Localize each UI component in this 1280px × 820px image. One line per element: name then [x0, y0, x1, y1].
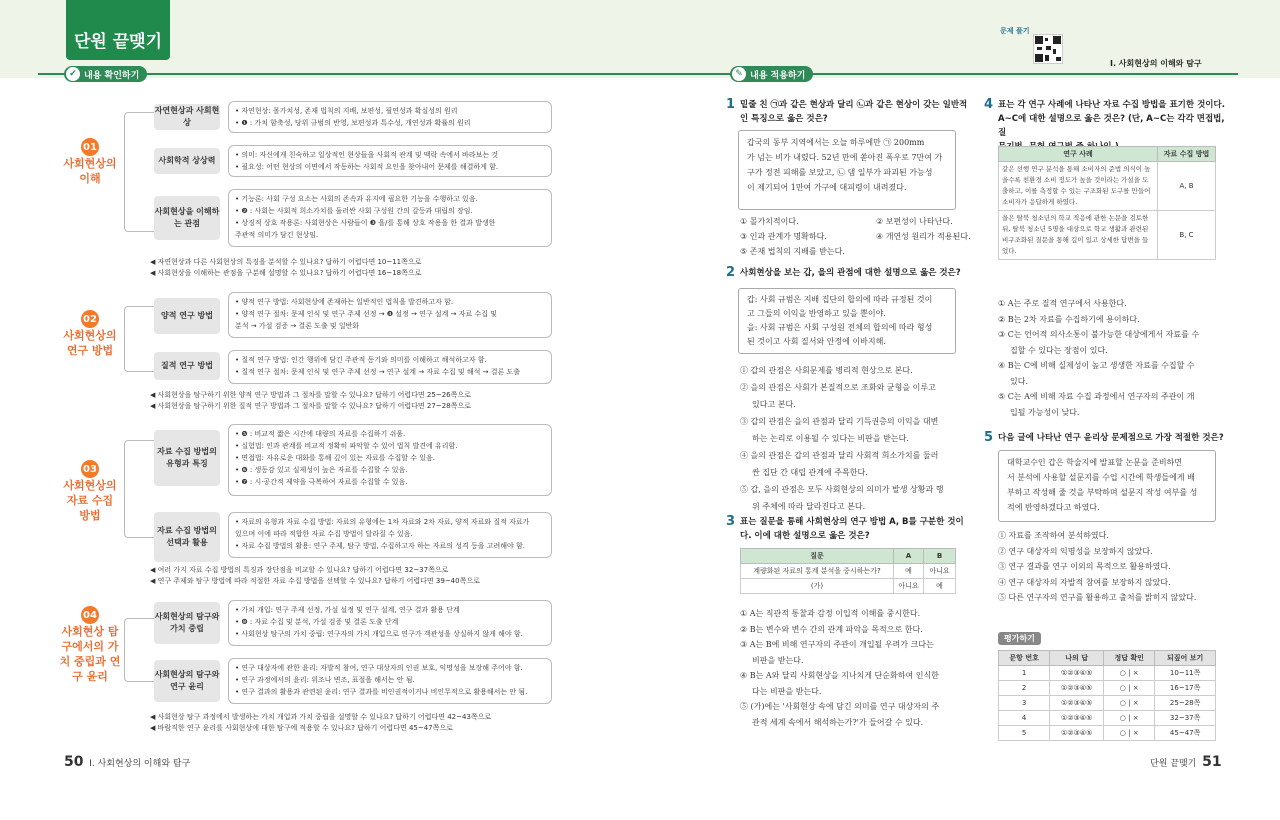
question-line: 인 특징으로 옳은 것은?	[740, 114, 828, 124]
desc-line: • 실험법: 인과 관계를 비교적 정확히 파악할 수 있어 법칙 발견에 유리함.	[235, 442, 458, 450]
answer-option[interactable]: ⑤ 다른 연구자의 연구를 활용하고 출처를 밝히지 않았다.	[998, 593, 1197, 602]
answer-option[interactable]: ① 몰가치적이다.	[740, 217, 799, 226]
answer-option[interactable]: ③ 연구 결과를 연구 이외의 목적으로 활용하였다.	[998, 562, 1171, 571]
passage-line: 을: 사회 규범은 사회 구성원 전체의 합의에 따라 형성	[747, 323, 933, 332]
desc-line: • 질적 연구 방법: 인간 행위에 담긴 주관적 동기와 의미를 이해하고 해석하고자 함.	[235, 356, 487, 364]
passage-box	[738, 288, 956, 354]
section-title-01: 사회현상의 이해	[63, 157, 117, 185]
table-cell: 예	[894, 564, 924, 579]
answer-options	[740, 362, 943, 515]
passage-line: 갑: 사회 규범은 지배 집단의 합의에 따라 규정된 것이	[747, 295, 933, 304]
desc-line: • ❺ : 비교적 짧은 시간에 대량의 자료를 수집하기 쉬움.	[235, 430, 406, 438]
answer-option[interactable]: ⑤ 갑, 을의 관점은 모두 사회현상의 의미가 발생 상황과 행	[740, 485, 944, 494]
answer-option-cont: 집할 수 있다는 장점이 있다.	[1010, 345, 1108, 355]
header-band	[0, 0, 1280, 78]
desc-line: • 필요성: 어떤 현상의 이면에서 작동하는 사회적 요인을 찾아내어 문제를 해결하게 함.	[235, 163, 499, 171]
desc-line: • 양적 연구 방법: 사회현상에 존재하는 일반적인 법칙을 발견하고자 함.	[235, 298, 454, 306]
answer-option-cont: 다는 비판을 받는다.	[752, 686, 822, 696]
table-cell: 2	[999, 681, 1050, 696]
passage-line: 갑국의 동부 지역에서는 오늘 하루에만 ㉠ 200mm	[747, 138, 925, 147]
answer-option-cont: 싼 집단 간 대립 관계에 주목한다.	[752, 468, 868, 477]
answer-option[interactable]: ① 갑의 관점은 사회문제를 병리적 현상으로 본다.	[740, 366, 913, 375]
table-cell: 예	[924, 579, 956, 594]
table-row	[999, 726, 1216, 741]
table-cell: 32~37쪽	[1155, 711, 1216, 726]
qr-label: 문제 풀기	[1000, 27, 1030, 35]
answer-option[interactable]: ③ C는 언어적 의사소통이 불가능한 대상에게서 자료를 수	[998, 330, 1200, 339]
answer-choice[interactable]: ①②③④⑤	[1050, 726, 1104, 741]
page-number: 51	[1202, 754, 1222, 770]
table-cell: 25~28쪽	[1155, 696, 1216, 711]
desc-line: • 자연현상: 몰가치성, 존재 법칙의 지배, 보편성, 필연성과 확실성의 원리	[235, 107, 458, 115]
description-box	[228, 512, 552, 558]
description-box	[228, 350, 552, 384]
question-number: 2	[726, 265, 736, 280]
passage-line: 된 것이고 사회 질서와 안정에 이바지해.	[747, 337, 886, 346]
desc-line: • 자료 수집 방법의 활용: 연구 주제, 탐구 방법, 수집하고자 하는 자료의 성격 등을 고려해야 함.	[235, 542, 525, 550]
answer-option[interactable]: ④ 을의 관점은 갑의 관점과 달리 사회적 희소가치를 둘러	[740, 451, 939, 460]
description-box	[228, 424, 552, 496]
answer-option-cont: 비판을 받는다.	[752, 655, 804, 665]
desc-line: 분석 → 가설 검증 → 결론 도출 및 일반화	[235, 322, 360, 330]
table-cell: 5	[999, 726, 1050, 741]
section-brace	[124, 618, 154, 682]
answer-option[interactable]: ④ B는 A와 달리 사회현상을 지나치게 단순화하여 인식한	[740, 671, 939, 680]
answer-option[interactable]: ② 보편성이 나타난다.	[876, 217, 953, 226]
answer-option[interactable]: ④ 개연성 원리가 적용된다.	[876, 232, 971, 241]
description-box	[228, 658, 552, 704]
answer-option[interactable]: ② 을의 관점은 사회가 본질적으로 조화와 균형을 이루고	[740, 383, 936, 392]
question-text: 사회현상을 보는 갑, 을의 관점에 대한 설명으로 옳은 것은?	[740, 268, 961, 278]
answer-option-cont: 위 주체에 따라 달라진다고 본다.	[752, 502, 866, 511]
answer-choice[interactable]: ①②③④⑤	[1050, 666, 1104, 681]
question-number: 4	[984, 97, 994, 112]
passage-line: 구가 정전 피해를 보았고, ㉡ 댐 일부가 파괴된 가능성	[747, 168, 933, 177]
answer-option[interactable]: ① 자료를 조작하여 분석하였다.	[998, 531, 1109, 540]
table-row	[999, 162, 1216, 211]
section-brace	[124, 440, 154, 538]
left-section-pill	[64, 66, 147, 82]
desc-line: • 연구 대상자에 관한 윤리: 자발적 참여, 연구 대상자의 인권 보호, 익명성을 보장해 주어야 함.	[235, 664, 523, 672]
self-check-ref[interactable]: ◀ 사회현상을 이해하는 관점을 구분해 설명할 수 있나요? 답하기 어렵다면 16~18쪽으로	[150, 269, 422, 277]
check-icon: ✔	[66, 67, 80, 81]
passage-line: 대학교수인 갑은 학술지에 발표할 논문을 준비하면	[1007, 458, 1183, 467]
answer-option[interactable]: ③ 인과 관계가 명확하다.	[740, 232, 827, 241]
answer-option[interactable]: ② B는 변수와 변수 간의 관계 파악을 목적으로 한다.	[740, 624, 923, 634]
section-number-04: 04	[81, 606, 99, 624]
answer-option[interactable]: ③ A는 B에 비해 연구자의 주관이 개입될 우려가 크다는	[740, 640, 934, 649]
table-cell: 16~17쪽	[1155, 681, 1216, 696]
passage-box	[998, 450, 1216, 522]
table-cell: A, B	[1158, 162, 1216, 211]
table-cell: 10~11쪽	[1155, 666, 1216, 681]
desc-line: 주관적 의미가 담긴 현상임.	[235, 231, 319, 239]
desc-line: • ❷ : 사회는 사회적 희소가치를 둘러싼 사회 구성원 간의 갈등과 대립의 장임.	[235, 207, 473, 215]
answer-option-cont: 하는 논리로 이용될 수 있다는 비판을 받는다.	[752, 434, 909, 443]
answer-choice[interactable]: ①②③④⑤	[1050, 681, 1104, 696]
desc-line: • 자료의 유형과 자료 수집 방법: 자료의 유형에는 1차 자료와 2차 자료, 양적 자료와 질적 자료가	[235, 518, 530, 526]
answer-option-cont: 있다.	[1010, 376, 1028, 386]
answer-option[interactable]: ⑤ 존재 법칙의 지배를 받는다.	[740, 247, 845, 256]
question-line: A~C에 대한 설명으로 옳은 것은? (단, A~C는 각각 면접법, 질	[998, 114, 1225, 138]
section-brace	[124, 112, 154, 232]
desc-line: • ❽ : 자료 수집 및 분석, 가설 검증 및 결론 도출 단계	[235, 618, 399, 626]
right-section-pill	[730, 66, 813, 82]
table-row	[741, 579, 956, 594]
table-cell: 계량화된 자료의 통계 분석을 중시하는가?	[741, 564, 894, 579]
answer-option[interactable]: ② B는 2차 자료를 수집하기에 용이하다.	[998, 314, 1140, 324]
question-table	[740, 548, 956, 594]
section-number-02: 02	[81, 310, 99, 328]
right-section-label: 내용 적용하기	[750, 70, 806, 81]
table-cell: 아니요	[894, 579, 924, 594]
table-row	[999, 666, 1216, 681]
description-box	[228, 292, 552, 338]
table-header: 질문	[741, 549, 894, 564]
self-evaluation-table	[998, 650, 1216, 741]
description-box	[228, 189, 552, 247]
question-text: 다음 글에 나타난 연구 윤리상 문제점으로 가장 적절한 것은?	[998, 433, 1224, 443]
self-check-ref[interactable]: ◀ 여러 가지 자료 수집 방법의 특징과 장단점을 비교할 수 있나요? 답하기 어렵다면 32~37쪽으로	[150, 566, 449, 574]
desc-line: • 질적 연구 절차: 문제 인식 및 연구 주제 선정 → 연구 설계 → 자료 수집 및 해석 → 결론 도출	[235, 368, 520, 376]
desc-line: 있으며 이에 따라 적합한 자료 수집 방법이 달라질 수 있음.	[235, 530, 413, 538]
section-title-03: 사회현상의 자료 수집 방법	[63, 479, 117, 522]
section-brace	[124, 306, 154, 372]
header-rule	[38, 73, 1238, 75]
table-header: 나의 답	[1050, 651, 1104, 666]
answer-option[interactable]: ④ B는 C에 비해 실제성이 높고 생생한 자료를 수집할 수	[998, 361, 1195, 370]
table-header: A	[894, 549, 924, 564]
category-box: 사회현상을 이해하는 관점	[154, 196, 220, 240]
passage-line: 가 넘는 비가 내렸다. 52년 만에 쏟아진 폭우로 7만여 가	[747, 153, 943, 162]
question-number: 1	[726, 97, 736, 112]
table-header: 문항 번호	[999, 651, 1050, 666]
desc-line: • 기능론: 사회 구성 요소는 사회의 존속과 유지에 필요한 기능을 수행하고 있음.	[235, 195, 478, 203]
passage-line: 적에 반영하겠다고 하였다.	[1007, 503, 1100, 512]
table-cell: 을은 탈북 청소년의 학교 적응에 관한 논문을 검토한 뒤, 탈북 청소년 5명을 대상으로 학교 생활과 관련된 비구조화된 질문을 통해 깊이 있고 상세한 답변을 들었다.	[999, 211, 1158, 260]
table-row	[999, 696, 1216, 711]
self-check-ref[interactable]: ◀ 사회현상 탐구 과정에서 발생하는 가치 개입과 가치 중립을 설명할 수 있나요? 답하기 어렵다면 42~43쪽으로	[150, 713, 492, 721]
question-line: 밑줄 친 ㉠과 같은 현상과 달리 ㉡과 같은 현상이 갖는 일반적	[740, 100, 968, 110]
table-header: 자료 수집 방법	[1158, 147, 1216, 162]
section-title-02: 사회현상의 연구 방법	[63, 329, 117, 357]
table-cell: 1	[999, 666, 1050, 681]
question-number: 5	[984, 430, 994, 445]
table-cell: 아니요	[924, 564, 956, 579]
answer-options	[740, 606, 939, 730]
self-check-ref[interactable]: ◀ 연구 주제와 탐구 방법에 따라 적절한 자료 수집 방법을 선택할 수 있나요? 답하기 어렵다면 39~40쪽으로	[150, 577, 480, 585]
self-check-ref[interactable]: ◀ 사회현상을 탐구하기 위한 양적 연구 방법과 그 절차를 말할 수 있나요? 답하기 어렵다면 25~26쪽으로	[150, 391, 471, 399]
mark-choice[interactable]: ○ | ×	[1104, 666, 1155, 681]
answer-option[interactable]: ① A는 주로 질적 연구에서 사용한다.	[998, 299, 1127, 308]
desc-line: • ❼ : 시·공간적 제약을 극복하여 자료를 수집할 수 있음.	[235, 478, 408, 486]
passage-line: 고 그들의 이익을 반영하고 있을 뿐이야.	[747, 309, 886, 318]
table-cell: 45~47쪽	[1155, 726, 1216, 741]
table-header: 연구 사례	[999, 147, 1158, 162]
question-table	[998, 146, 1216, 260]
page-number: 50	[64, 754, 84, 770]
table-row	[999, 711, 1216, 726]
answer-option[interactable]: ③ 갑의 관점은 을의 관점과 달리 기득권층의 이익을 대변	[740, 417, 939, 426]
question-line: 표는 질문을 통해 사회현상의 연구 방법 A, B를 구분한 것이	[740, 517, 964, 527]
category-box: 자료 수집 방법의 선택과 활용	[154, 512, 220, 562]
question-line: 다. 이에 대한 설명으로 옳은 것은?	[740, 531, 870, 541]
mark-choice[interactable]: ○ | ×	[1104, 681, 1155, 696]
passage-box	[738, 130, 956, 210]
self-evaluation-title: 평가하기	[998, 632, 1041, 645]
section-title-04: 사회현상 탐구에서의 가치 중립과 연구 윤리	[59, 625, 121, 683]
desc-line: • 의미: 자신에게 친숙하고 일상적인 현상들을 사회적 관계 및 맥락 속에서 바라보는 것	[235, 151, 499, 159]
left-footer	[64, 754, 190, 770]
desc-line: • 면접법: 자유로운 대화를 통해 깊이 있는 자료를 수집할 수 있음.	[235, 454, 436, 462]
answer-option[interactable]: ① A는 직관적 통찰과 감정 이입적 이해를 중시한다.	[740, 609, 921, 618]
desc-line: • 양적 연구 절차: 문제 인식 및 연구 주제 선정 → ❹ 설정 → 연구 설계 → 자료 수집 및	[235, 310, 497, 318]
passage-line: 부하고 작성해 줄 것을 부탁하며 설문지 작성 여부를 성	[1007, 488, 1198, 497]
unit-title: 단원 끝맺기	[66, 0, 170, 60]
section-number-03: 03	[81, 460, 99, 478]
answer-option[interactable]: ⑤ C는 A에 비해 자료 수집 과정에서 연구자의 주관이 개	[998, 392, 1195, 401]
answer-choice[interactable]: ①②③④⑤	[1050, 711, 1104, 726]
footer-unit: Ⅰ. 사회현상의 이해와 탐구	[89, 759, 191, 769]
desc-line: • 가치 개입: 연구 주제 선정, 가설 설정 및 연구 설계, 연구 결과 활용 단계	[235, 606, 460, 614]
table-row	[741, 564, 956, 579]
category-box: 자료 수집 방법의 유형과 특징	[154, 430, 220, 486]
table-header: 되짚어 보기	[1155, 651, 1216, 666]
passage-line: 이 제기되어 1만여 가구에 대피령이 내려졌다.	[747, 183, 907, 192]
qr-code-icon[interactable]	[1033, 34, 1063, 64]
table-cell: 같은 선행 연구 분석을 통해 소비자의 준법 의식이 높을수록 친환경 소비 정도가 높을 것이라는 가설을 도출하고, 이를 측정할 수 있는 구조화된 도구를 만들어 소비자가 응답하게 하였다.	[999, 162, 1158, 211]
desc-line: • 연구 결과의 활용과 관련된 윤리: 연구 결과를 비인권적이거나 비인무적으로 활용해서는 안 됨.	[235, 688, 528, 696]
table-header: 정답 확인	[1104, 651, 1155, 666]
answer-option-cont: 입될 가능성이 낮다.	[1010, 407, 1080, 417]
category-box: 질적 연구 방법	[154, 352, 220, 380]
question-number: 3	[726, 514, 736, 529]
answer-choice[interactable]: ①②③④⑤	[1050, 696, 1104, 711]
self-check-ref[interactable]: ◀ 자연현상과 다른 사회현상의 특징을 분석할 수 있나요? 답하기 어렵다면 10~11쪽으로	[150, 258, 422, 266]
self-check-ref[interactable]: ◀ 바람직한 연구 윤리를 사회현상에 대한 탐구에 적용할 수 있나요? 답하기 어렵다면 45~47쪽으로	[150, 724, 453, 732]
table-cell: (가)	[741, 579, 894, 594]
description-box	[228, 600, 552, 646]
unit-name: Ⅰ. 사회현상의 이해와 탐구	[1110, 59, 1202, 68]
answer-option-cont: 관적 세계 속에서 해석하는가?'가 들어갈 수 있다.	[752, 717, 924, 727]
table-cell: 4	[999, 711, 1050, 726]
answer-option[interactable]: ④ 연구 대상자의 자발적 참여를 보장하지 않았다.	[998, 577, 1171, 587]
category-box: 자연현상과 사회현상	[154, 104, 220, 130]
passage-line: 서 분석에 사용할 설문지를 수업 시간에 학생들에게 배	[1007, 473, 1195, 482]
mark-choice[interactable]: ○ | ×	[1104, 726, 1155, 741]
right-footer	[1150, 754, 1222, 770]
mark-choice[interactable]: ○ | ×	[1104, 696, 1155, 711]
category-box: 양적 연구 방법	[154, 298, 220, 334]
description-box	[228, 145, 552, 177]
desc-line: • ❻ : 생동감 있고 실제성이 높은 자료를 수집할 수 있음.	[235, 466, 408, 474]
answer-option[interactable]: ⑤ (가)에는 '사회현상 속에 담긴 의미를 연구 대상자의 주	[740, 702, 940, 711]
table-cell: 3	[999, 696, 1050, 711]
category-box: 사회현상의 탐구와 가치 중립	[154, 602, 220, 644]
desc-line: • 상징적 상호 작용론: 사회현상은 사람들이 ❸ 을/를 통해 상호 작용을 한 결과 발생한	[235, 219, 496, 227]
section-number-01: 01	[81, 138, 99, 156]
description-box	[228, 101, 552, 133]
footer-unit: 단원 끝맺기	[1150, 759, 1197, 769]
mark-choice[interactable]: ○ | ×	[1104, 711, 1155, 726]
desc-line: • 사회현상 탐구의 가치 중립: 연구자의 가치 개입으로 연구가 객관성을 상실하지 않게 해야 함.	[235, 630, 523, 638]
question-text	[740, 515, 968, 543]
desc-line: • ❶ : 가치 함축성, 당위 규범의 반영, 보편성과 특수성, 개연성과 확률의 원리	[235, 119, 471, 127]
category-box: 사회학적 상상력	[154, 148, 220, 174]
pencil-icon: ✎	[732, 67, 746, 81]
question-line: 표는 각 연구 사례에 나타난 자료 수집 방법을 표기한 것이다.	[998, 100, 1225, 110]
self-check-ref[interactable]: ◀ 사회현상을 탐구하기 위한 질적 연구 방법과 그 절차를 말할 수 있나요? 답하기 어렵다면 27~28쪽으로	[150, 402, 471, 410]
answer-options	[998, 528, 1196, 606]
question-text	[740, 98, 968, 126]
category-box: 사회현상의 탐구와 연구 윤리	[154, 660, 220, 702]
answer-option[interactable]: ② 연구 대상자의 익명성을 보장하지 않았다.	[998, 546, 1153, 556]
desc-line: • 연구 과정에서의 윤리: 위조나 변조, 표절을 해서는 안 됨.	[235, 676, 415, 684]
answer-option-cont: 있다고 본다.	[752, 400, 796, 409]
left-section-label: 내용 확인하기	[84, 70, 140, 81]
table-cell: B, C	[1158, 211, 1216, 260]
answer-options	[998, 296, 1199, 420]
table-row	[999, 211, 1216, 260]
table-header: B	[924, 549, 956, 564]
table-row	[999, 681, 1216, 696]
